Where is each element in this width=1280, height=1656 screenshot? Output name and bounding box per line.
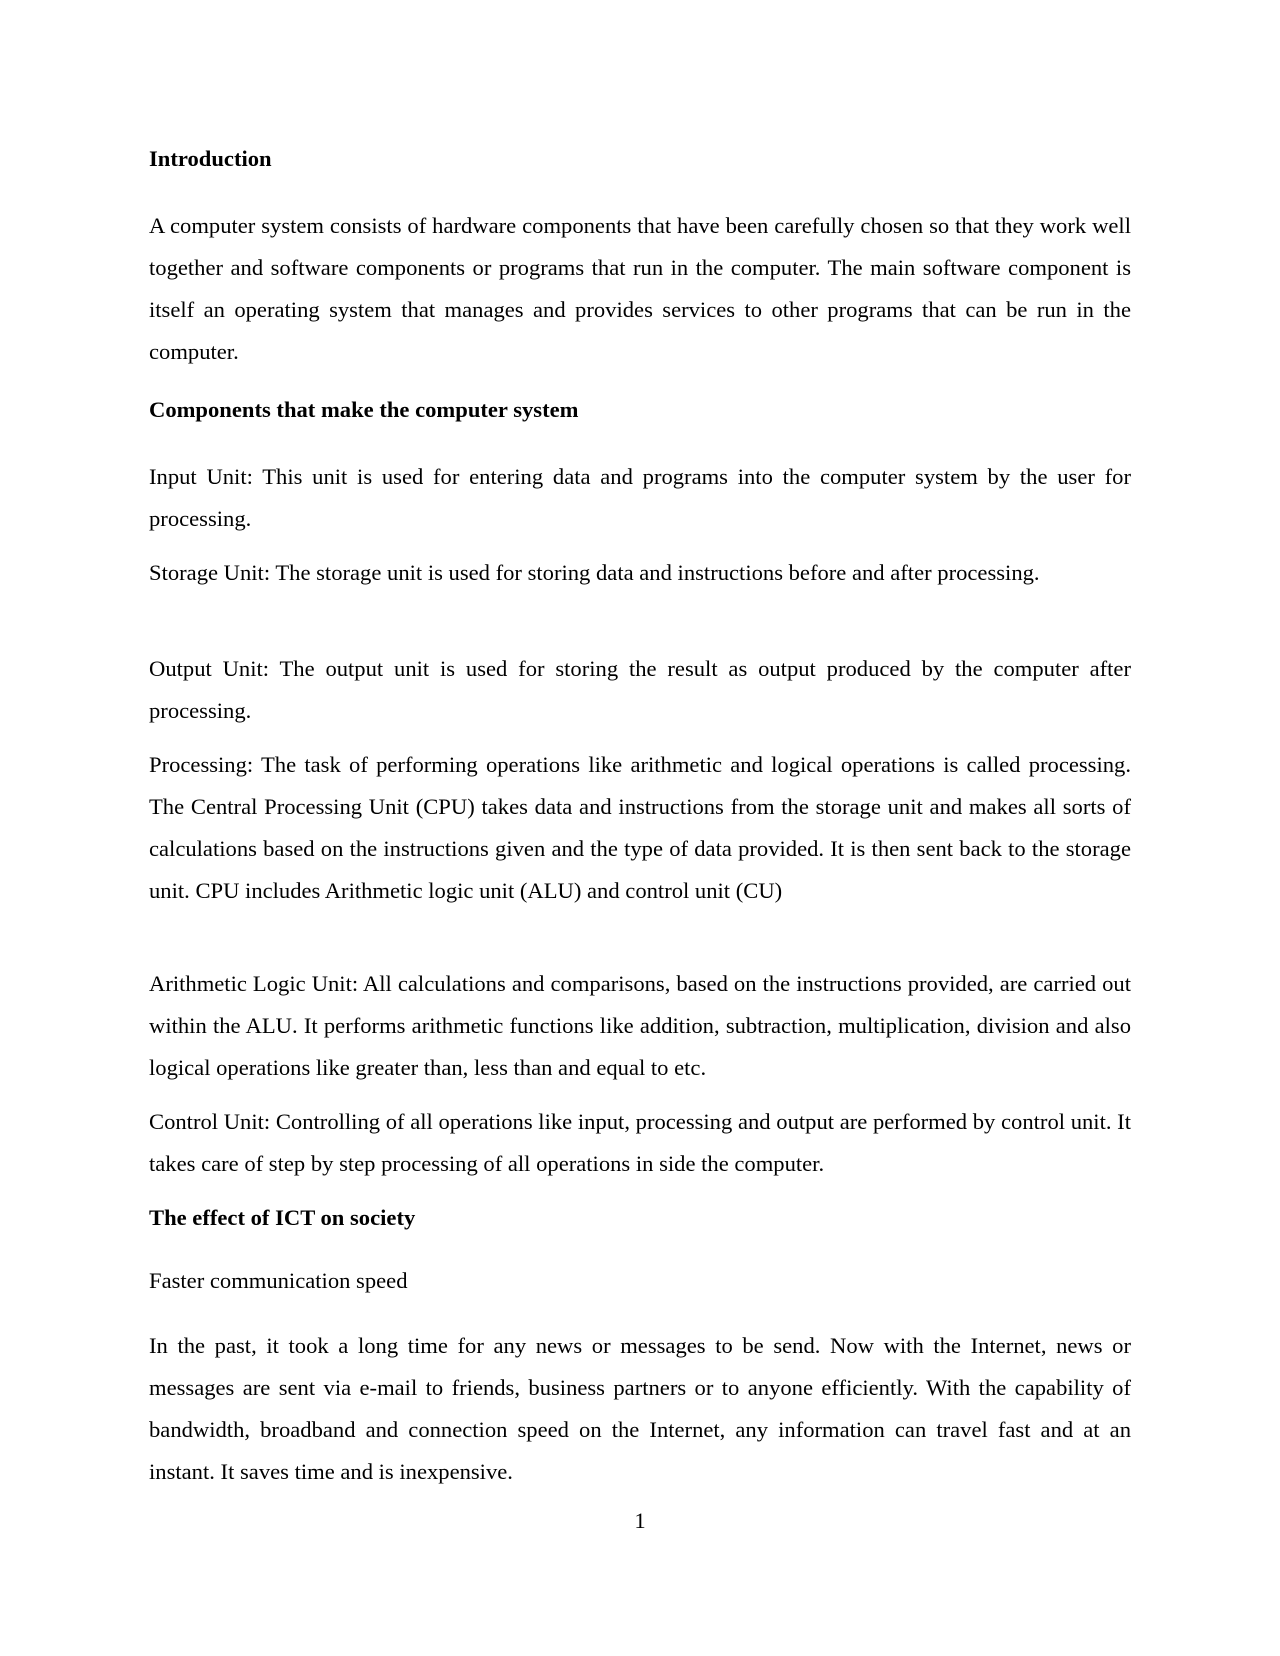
control-unit-paragraph: Control Unit: Controlling of all operations like input, processing and output are performed by control unit. It takes care of step by step processing of all operations in side the computer. [149, 1109, 1131, 1176]
faster-communication-subheading: Faster communication speed [149, 1268, 408, 1293]
introduction-heading: Introduction [149, 146, 272, 171]
alu-paragraph: Arithmetic Logic Unit: All calculations and comparisons, based on the instructions provided, are carried out within the ALU. It performs arithmetic functions like addition, subtraction, multiplication, division and also logical operations like greater than, less than and equal to etc. [149, 971, 1131, 1080]
page-number: 1 [634, 1508, 646, 1533]
processing-paragraph: Processing: The task of performing operations like arithmetic and logical operations is called processing. The Central Processing Unit (CPU) takes data and instructions from the storage unit and makes all sorts of calculations based on the instructions given and the type of data provided. It is then sent back to the storage unit. CPU includes Arithmetic logic unit (ALU) and control unit (CU) [149, 752, 1131, 903]
ict-effect-paragraph: In the past, it took a long time for any news or messages to be send. Now with the Internet, news or messages are sent via e-mail to friends, business partners or to anyone efficiently. With the capability of bandwidth, broadband and connection speed on the Internet, any information can travel fast and at an instant. It saves time and is inexpensive. [149, 1333, 1131, 1484]
components-heading: Components that make the computer system [149, 397, 579, 422]
ict-effect-heading: The effect of ICT on society [149, 1205, 416, 1230]
output-unit-paragraph: Output Unit: The output unit is used for storing the result as output produced by the computer after processing. [149, 656, 1131, 723]
storage-unit-paragraph: Storage Unit: The storage unit is used for storing data and instructions before and after processing. [149, 560, 1040, 585]
introduction-paragraph: A computer system consists of hardware components that have been carefully chosen so that they work well together and software components or programs that run in the computer. The main software component is itself an operating system that manages and provides services to other programs that can be run in the computer. [149, 213, 1131, 364]
input-unit-paragraph: Input Unit: This unit is used for entering data and programs into the computer system by the user for processing. [149, 464, 1131, 531]
